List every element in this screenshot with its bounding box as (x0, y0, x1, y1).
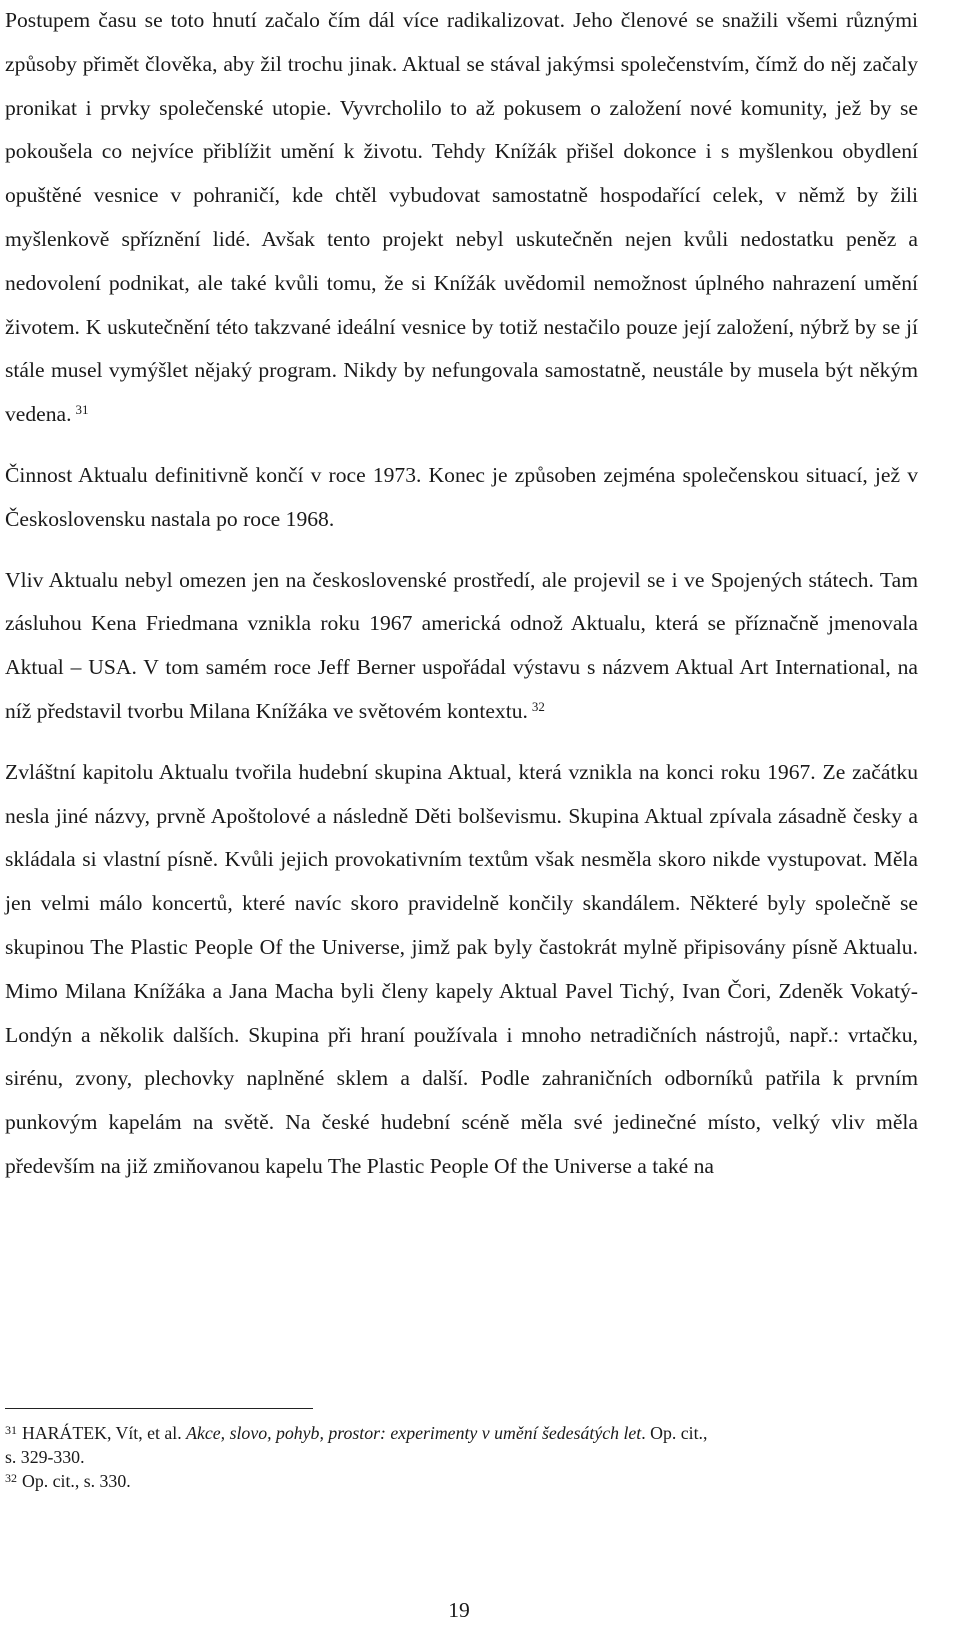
footnotes (5, 1421, 918, 1493)
page-number: 19 (448, 1598, 470, 1622)
body-text (5, 0, 918, 1206)
footnote-ref-31[interactable]: 31 (75, 402, 89, 418)
footnote-32-text: Op. cit., s. 330. (22, 1471, 131, 1491)
paragraph-3 (5, 559, 918, 734)
footnote-31-before: HARÁTEK, Vít, et al. (22, 1423, 187, 1443)
footnote-31-continuation: s. 329-330. (5, 1447, 85, 1467)
paragraph-4-text: Zvláštní kapitolu Aktualu tvořila hudební skupina Aktual, která vznikla na konci roku 1967. Ze začátku nesla jiné názvy, prvně Apoštolové a následně Děti bolševismu. Skupina Aktual zpívala zásadně česky a skládala si vlastní písně. Kvůli jejich provokativním textům však nesměla skoro nikde vystupovat. Měla jen velmi málo koncertů, které navíc skoro pravidelně končily skandálem. Některé byly společně se skupinou The Plastic People Of the Universe, jimž pak byly častokrát mylně připisovány písně Aktualu. Mimo Milana Knížáka a Jana Macha byli členy kapely Aktual Pavel Tichý, Ivan Čori, Zdeněk Vokatý-Londýn a několik dalších. Skupina při hraní používala i mnoho netradičních nástrojů, např.: vrtačku, sirénu, zvony, plechovky naplněné sklem a další. Podle zahraničních odborníků patřila k prvním punkovým kapelám na světě. Na české hudební scéně měla své jedinečné místo, velký vliv měla především na již zmiňovanou kapelu The Plastic People Of the Universe a také na (5, 759, 918, 1178)
paragraph-2-text: Činnost Aktualu definitivně končí v roce 1973. Konec je způsoben zejména společenskou situací, jež v Československu nastala po roce 1968. (5, 462, 918, 531)
footnote-31-after: . Op. cit., (641, 1423, 708, 1443)
footnote-ref-32[interactable]: 32 (531, 698, 545, 714)
footnote-31 (5, 1421, 918, 1445)
footnote-31-title: Akce, slovo, pohyb, prostor: experimenty v umění šedesátých let (186, 1423, 642, 1443)
footnote-32-number: 32 (5, 1471, 17, 1485)
footnote-32 (5, 1469, 918, 1493)
footnote-31-number: 31 (5, 1423, 17, 1437)
paragraph-4 (5, 751, 918, 1189)
paragraph-1 (5, 0, 918, 437)
footnote-separator (5, 1408, 313, 1409)
paragraph-1-text: Postupem času se toto hnutí začalo čím dál více radikalizovat. Jeho členové se snažili všemi různými způsoby přimět člověka, aby žil trochu jinak. Aktual se stával jakýmsi společenstvím, čímž do něj začaly pronikat i prvky společenské utopie. Vyvrcholilo to až pokusem o založení nové komunity, jež by se pokoušela co nejvíce přiblížit umění k životu. Tehdy Knížák přišel dokonce i s myšlenkou obydlení opuštěné vesnice v pohraničí, kde chtěl vybudovat samostatně hospodařící celek, v němž by žili myšlenkově spříznění lidé. Avšak tento projekt nebyl uskutečněn nejen kvůli nedostatku peněz a nedovolení podnikat, ale také kvůli tomu, že si Knížák uvědomil nemožnost úplného nahrazení umění životem. K uskutečnění této takzvané ideální vesnice by totiž nestačilo pouze její založení, nýbrž by se jí stále musel vymýšlet nějaký program. Nikdy by nefungovala samostatně, neustále by musela být někým vedena. (5, 8, 918, 427)
paragraph-2 (5, 454, 918, 542)
paragraph-3-text: Vliv Aktualu nebyl omezen jen na československé prostředí, ale projevil se i ve Spojených státech. Tam zásluhou Kena Friedmana vznikla roku 1967 americká odnož Aktualu, která se příznačně jmenovala Aktual – USA. V tom samém roce Jeff Berner uspořádal výstavu s názvem Aktual Art International, na níž představil tvorbu Milana Knížáka ve světovém kontextu. (5, 567, 918, 723)
